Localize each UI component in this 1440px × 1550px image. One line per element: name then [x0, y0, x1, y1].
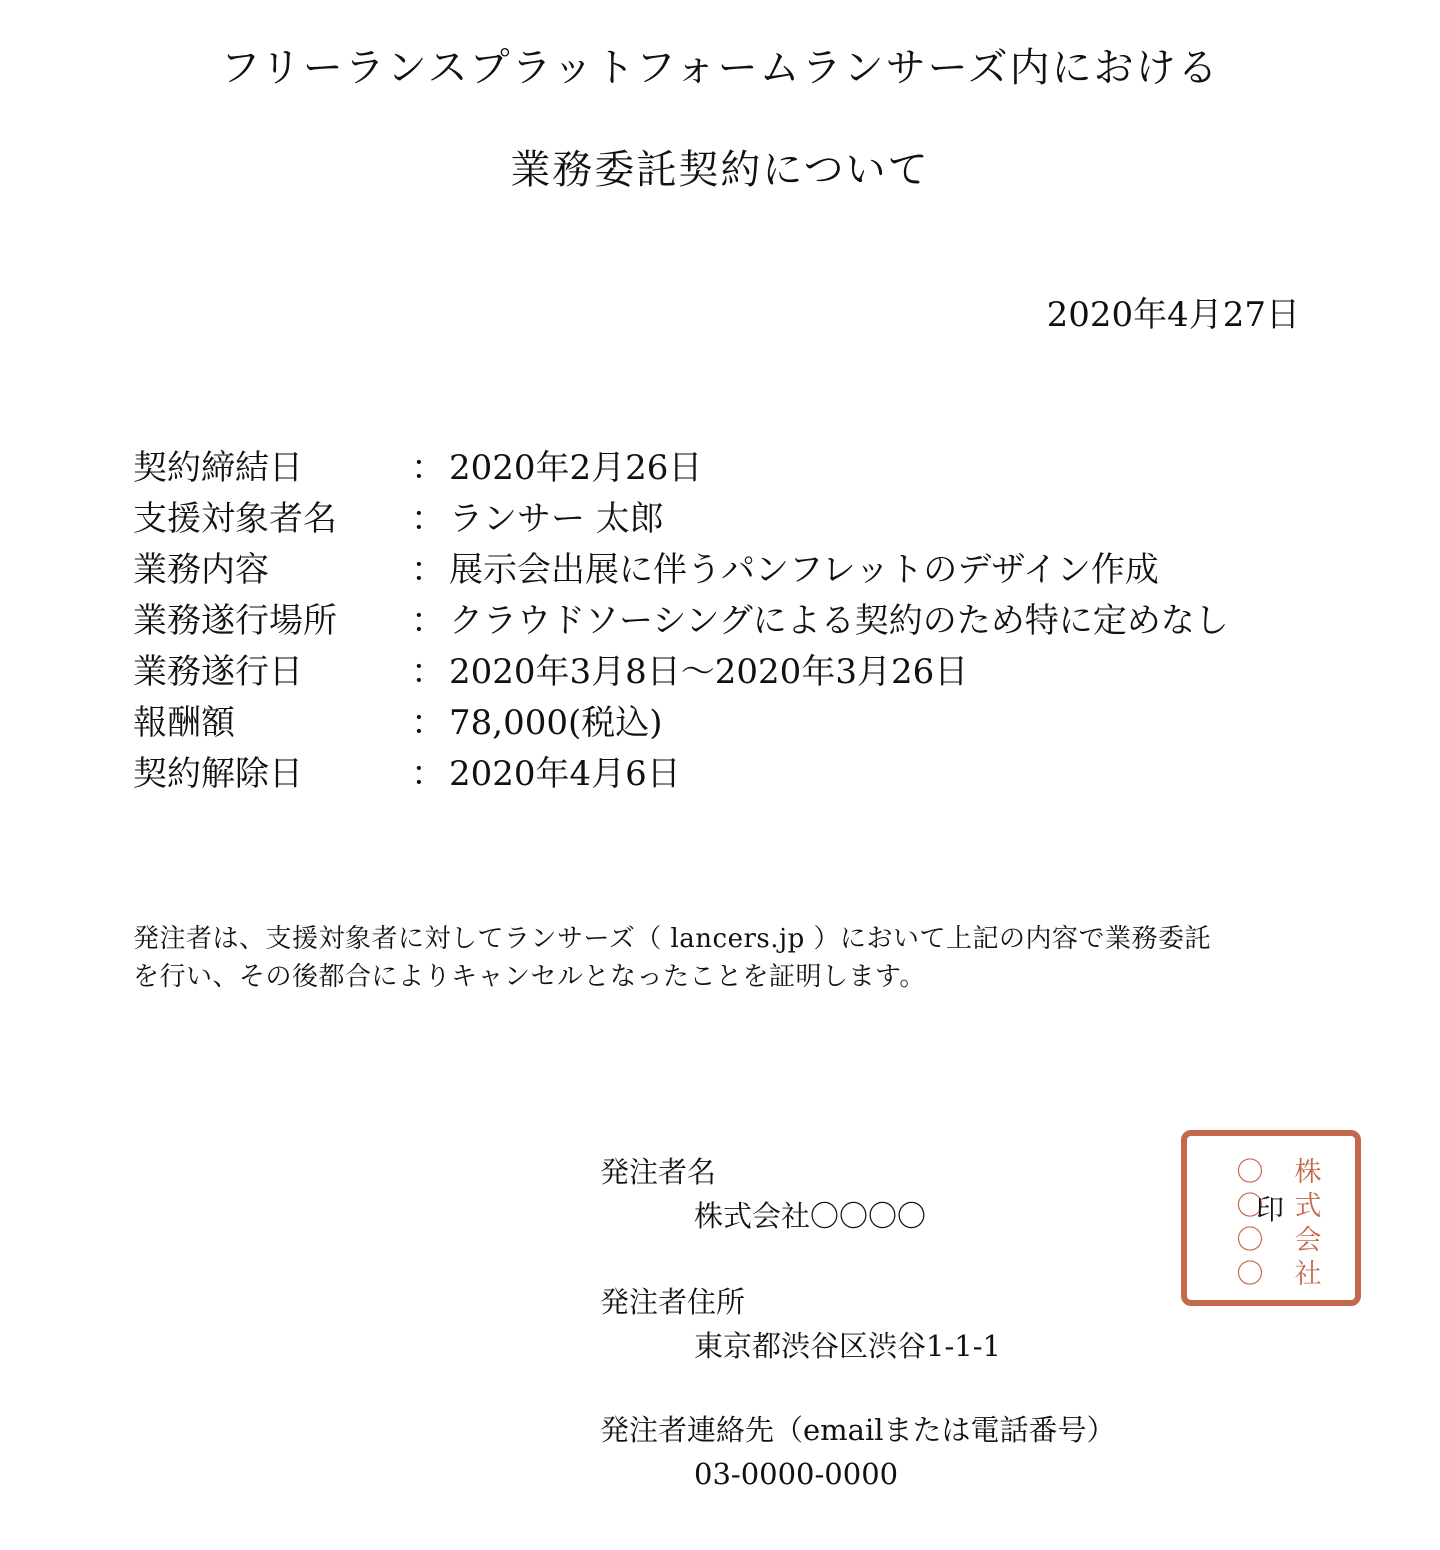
detail-label: 業務遂行場所 [133, 601, 337, 641]
detail-colon: ： [411, 754, 445, 794]
detail-value: 2020年2月26日 [449, 448, 703, 488]
stamp-circle: 〇 [1236, 1191, 1264, 1222]
issuer-contact-label: 発注者連絡先（emailまたは電話番号） [600, 1413, 1116, 1447]
detail-colon: ： [411, 550, 445, 590]
detail-row-work-content [133, 550, 1333, 601]
stamp-company-column [1291, 1156, 1325, 1292]
document-title-line-2: 業務委託契約について [510, 147, 930, 193]
issuer-address-label: 発注者住所 [600, 1285, 746, 1319]
detail-row-cancellation-date [133, 754, 1333, 805]
contract-details [133, 448, 1333, 805]
detail-row-supported-person [133, 499, 1333, 550]
detail-colon: ： [411, 499, 445, 539]
issuer-name-value: 株式会社〇〇〇〇 [694, 1199, 927, 1233]
detail-colon: ： [411, 703, 445, 743]
detail-label: 業務遂行日 [133, 652, 303, 692]
issue-date: 2020年4月27日 [1046, 295, 1300, 335]
detail-row-work-location [133, 601, 1333, 652]
detail-label: 業務内容 [133, 550, 269, 590]
detail-value: ランサー 太郎 [449, 499, 664, 539]
detail-row-contract-date [133, 448, 1333, 499]
issuer-address-value: 東京都渋谷区渋谷1-1-1 [694, 1329, 1001, 1363]
document-title-line-1: フリーランスプラットフォームランサーズ内における [220, 45, 1220, 91]
issuer-contact-value: 03-0000-0000 [694, 1457, 899, 1491]
detail-value: 展示会出展に伴うパンフレットのデザイン作成 [449, 550, 1159, 590]
stamp-char: 式 [1294, 1191, 1322, 1222]
seal-mark: 印 [1256, 1193, 1285, 1226]
detail-row-work-period [133, 652, 1333, 703]
detail-label: 契約締結日 [133, 448, 303, 488]
issuer-name-label: 発注者名 [600, 1155, 717, 1189]
detail-row-fee [133, 703, 1333, 754]
detail-value: 78,000(税込) [449, 703, 663, 743]
stamp-circle: 〇 [1236, 1259, 1264, 1290]
certification-statement [133, 920, 1293, 996]
detail-label: 契約解除日 [133, 754, 303, 794]
detail-label: 報酬額 [133, 703, 235, 743]
detail-colon: ： [411, 652, 445, 692]
stamp-circle: 〇 [1236, 1157, 1264, 1188]
stamp-char: 社 [1294, 1259, 1322, 1290]
stamp-char: 会 [1294, 1225, 1322, 1256]
detail-colon: ： [411, 448, 445, 488]
detail-value: 2020年3月8日〜2020年3月26日 [449, 652, 969, 692]
statement-line-2: を行い、その後都合によりキャンセルとなったことを証明します。 [133, 962, 926, 992]
detail-value: 2020年4月6日 [449, 754, 681, 794]
detail-colon: ： [411, 601, 445, 641]
statement-line-1: 発注者は、支援対象者に対してランサーズ（ lancers.jp ）において上記の内容で業務委託 [133, 924, 1211, 954]
detail-value: クラウドソーシングによる契約のため特に定めなし [449, 601, 1229, 641]
stamp-circle: 〇 [1236, 1225, 1264, 1256]
detail-label: 支援対象者名 [133, 499, 337, 539]
stamp-char: 株 [1294, 1157, 1322, 1188]
